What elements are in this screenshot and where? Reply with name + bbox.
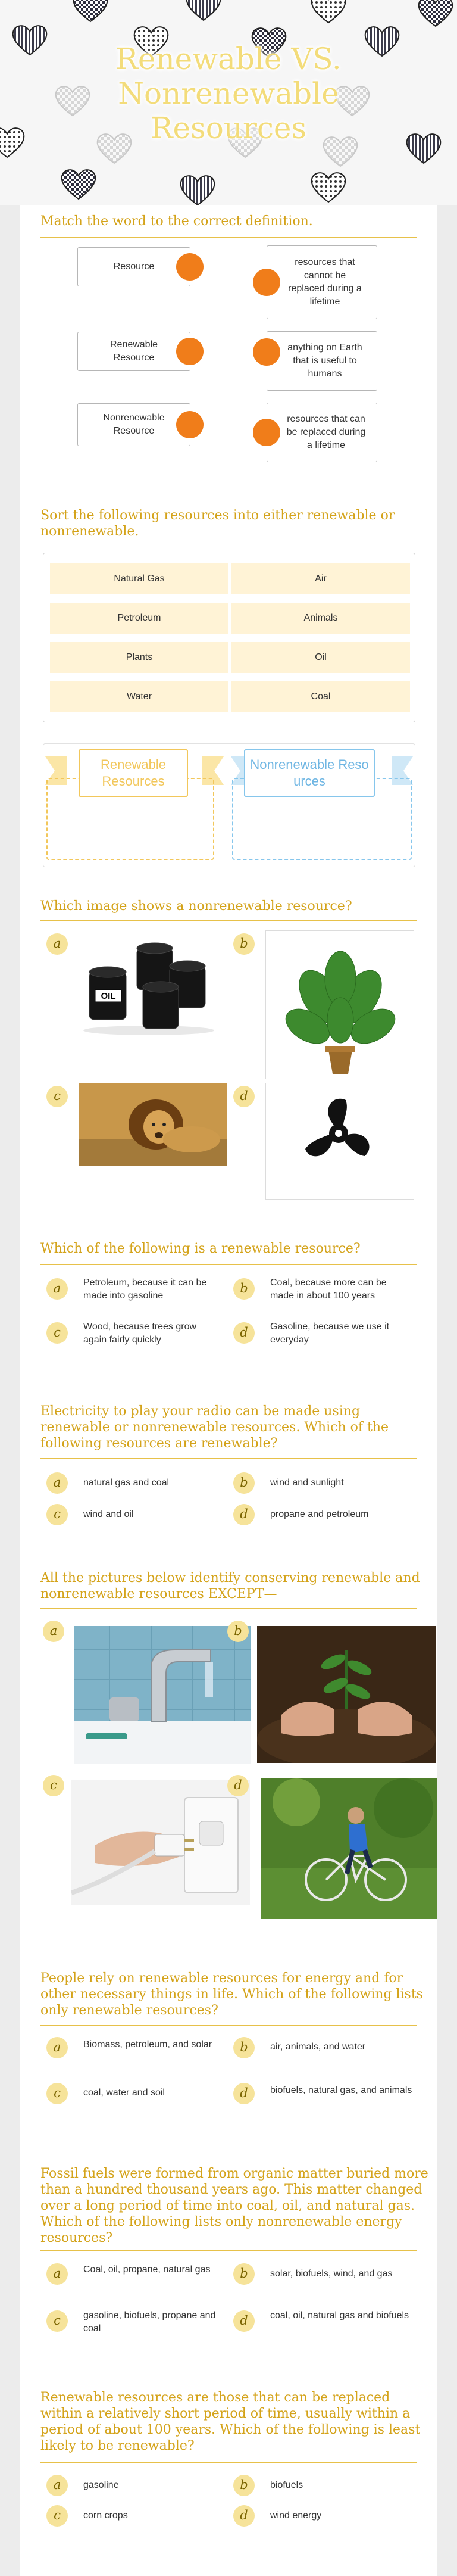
- divider: [40, 920, 417, 921]
- option-letter: b: [233, 933, 255, 955]
- option-letter[interactable]: d: [233, 2505, 255, 2527]
- option-letter[interactable]: c: [46, 2310, 68, 2332]
- option-letter[interactable]: c: [46, 1504, 68, 1525]
- title-line: Nonrenewable: [118, 76, 339, 111]
- category-label-renewable: Renewable Resources: [79, 749, 188, 797]
- sort-item[interactable]: Natural Gas: [50, 563, 228, 594]
- question-title: Sort the following resources into either renewable or nonrenewable.: [40, 508, 395, 539]
- option-letter[interactable]: d: [233, 1322, 255, 1344]
- match-term[interactable]: Resource: [77, 247, 190, 286]
- option-letter: c: [46, 1086, 68, 1107]
- answer-option[interactable]: Coal, because more can be made in about 100 years: [270, 1278, 387, 1301]
- option-letter[interactable]: c: [46, 2083, 68, 2104]
- answer-option[interactable]: biofuels, natural gas, and animals: [270, 2085, 412, 2095]
- sort-item[interactable]: Coal: [231, 681, 410, 712]
- question-title: People rely on renewable resources for energy and for other necessary things in life. Which of the following lists only renewable resources?: [40, 1971, 423, 2018]
- unplugging-cord-icon: [71, 1780, 250, 1905]
- divider: [40, 237, 417, 238]
- option-letter[interactable]: c: [46, 2505, 68, 2527]
- option-letter[interactable]: d: [227, 1775, 249, 1796]
- title-line: Resources: [150, 111, 307, 145]
- answer-option[interactable]: gasoline: [83, 2480, 119, 2490]
- sort-item[interactable]: Petroleum: [50, 603, 228, 634]
- image-option-unplugging[interactable]: [71, 1780, 250, 1905]
- lion-icon: [79, 1083, 227, 1166]
- match-definition[interactable]: anything on Earth that is useful to humans: [267, 331, 377, 391]
- answer-option[interactable]: natural gas and coal: [83, 1478, 170, 1488]
- option-letter[interactable]: b: [233, 1472, 255, 1494]
- wind-turbine-icon: [266, 1083, 415, 1200]
- option-letter[interactable]: c: [43, 1775, 64, 1796]
- option-letter[interactable]: c: [46, 1322, 68, 1344]
- option-letter[interactable]: b: [233, 2263, 255, 2285]
- header-banner: [0, 0, 457, 205]
- divider: [40, 1264, 417, 1265]
- option-letter[interactable]: b: [227, 1621, 249, 1642]
- match-definition[interactable]: resources that cannot be replaced during a lifetime: [267, 245, 377, 319]
- match-connector[interactable]: [176, 253, 204, 281]
- divider: [40, 2462, 417, 2463]
- option-letter[interactable]: a: [46, 2037, 68, 2058]
- answer-option[interactable]: gasoline, biofuels, propane and coal: [83, 2310, 216, 2334]
- option-letter[interactable]: d: [233, 1504, 255, 1525]
- answer-option[interactable]: coal, oil, natural gas and biofuels: [270, 2310, 409, 2320]
- option-letter: d: [233, 1086, 255, 1107]
- match-connector[interactable]: [176, 338, 204, 365]
- category-label-nonrenewable: Nonrenewable Resources: [244, 749, 375, 797]
- match-connector[interactable]: [176, 411, 204, 438]
- divider: [40, 2025, 417, 2026]
- divider: [40, 1608, 417, 1609]
- faucet-sink-icon: [74, 1626, 251, 1764]
- option-letter[interactable]: b: [233, 2037, 255, 2058]
- answer-option[interactable]: Biomass, petroleum, and solar: [83, 2039, 212, 2049]
- match-connector[interactable]: [253, 269, 280, 296]
- sort-item[interactable]: Oil: [231, 642, 410, 673]
- answer-option[interactable]: Wood, because trees grow again fairly quickly: [83, 1322, 197, 1345]
- question-title: Fossil fuels were formed from organic matter buried more than a hundred thousand years ago. This matter changed over a long period of time into coal, oil, and natural gas. Which of the following lists only nonrenewable energy resources?: [40, 2166, 428, 2245]
- divider: [40, 2250, 417, 2251]
- page-title: [0, 42, 457, 145]
- question-title: Which of the following is a renewable resource?: [40, 1241, 361, 1256]
- option-letter[interactable]: d: [233, 2083, 255, 2104]
- image-option-bike[interactable]: [261, 1778, 437, 1919]
- option-letter[interactable]: a: [46, 2263, 68, 2285]
- oil-barrels-icon: [71, 930, 217, 1036]
- image-option-planting[interactable]: [257, 1626, 436, 1763]
- title-line: Renewable VS.: [115, 42, 342, 76]
- divider: [40, 1458, 417, 1459]
- option-letter[interactable]: b: [233, 2475, 255, 2496]
- answer-option[interactable]: wind energy: [270, 2510, 322, 2521]
- option-letter[interactable]: b: [233, 1278, 255, 1300]
- answer-option[interactable]: solar, biofuels, wind, and gas: [270, 2269, 393, 2279]
- question-title: Electricity to play your radio can be made using renewable or nonrenewable resources. Which of the following resources are renewable?: [40, 1404, 389, 1451]
- answer-option[interactable]: coal, water and soil: [83, 2088, 165, 2098]
- barrel-label: OIL: [101, 991, 116, 1001]
- match-term[interactable]: Nonrenewable Resource: [77, 403, 190, 446]
- image-option-potted-plant[interactable]: [265, 930, 414, 1079]
- answer-option[interactable]: air, animals, and water: [270, 2042, 366, 2052]
- sort-item[interactable]: Water: [50, 681, 228, 712]
- image-option-wind-turbine[interactable]: [265, 1083, 414, 1200]
- sort-item[interactable]: Air: [231, 563, 410, 594]
- image-option-faucet[interactable]: [74, 1626, 251, 1764]
- answer-option[interactable]: wind and oil: [83, 1509, 134, 1519]
- match-connector[interactable]: [253, 338, 280, 366]
- option-letter: a: [46, 933, 68, 955]
- question-title: Which image shows a nonrenewable resource?: [40, 899, 352, 914]
- option-letter[interactable]: a: [46, 1472, 68, 1494]
- option-letter[interactable]: a: [46, 1278, 68, 1300]
- bike-riding-icon: [261, 1778, 437, 1919]
- answer-option[interactable]: corn crops: [83, 2510, 128, 2521]
- question-title: All the pictures below identify conserving renewable and nonrenewable resources EXCEPT—: [40, 1571, 420, 1602]
- answer-option[interactable]: wind and sunlight: [270, 1478, 344, 1488]
- answer-option[interactable]: biofuels: [270, 2480, 303, 2490]
- question-title: Renewable resources are those that can be replaced within a relatively short period of time, usually within a period of about 100 years. Which of the following is least likely to be renewable?: [40, 2390, 421, 2453]
- answer-option[interactable]: Gasoline, because we use it everyday: [270, 1322, 390, 1345]
- match-definition[interactable]: resources that can be replaced during a lifetime: [267, 403, 377, 462]
- answer-option[interactable]: Petroleum, because it can be made into gasoline: [83, 1278, 207, 1301]
- option-letter[interactable]: a: [43, 1621, 64, 1642]
- sort-item[interactable]: Plants: [50, 642, 228, 673]
- image-option-oil-barrels[interactable]: [71, 930, 217, 1036]
- sort-item[interactable]: Animals: [231, 603, 410, 634]
- planting-seedling-icon: [257, 1626, 436, 1763]
- option-letter[interactable]: a: [46, 2475, 68, 2496]
- potted-plant-icon: [266, 931, 415, 1080]
- image-option-lion[interactable]: [79, 1083, 227, 1166]
- answer-option[interactable]: propane and petroleum: [270, 1509, 369, 1519]
- match-term[interactable]: Renewable Resource: [77, 332, 190, 371]
- option-letter[interactable]: d: [233, 2310, 255, 2332]
- answer-option[interactable]: Coal, oil, propane, natural gas: [83, 2264, 211, 2275]
- match-connector[interactable]: [253, 419, 280, 446]
- question-title: Match the word to the correct definition.: [40, 214, 313, 229]
